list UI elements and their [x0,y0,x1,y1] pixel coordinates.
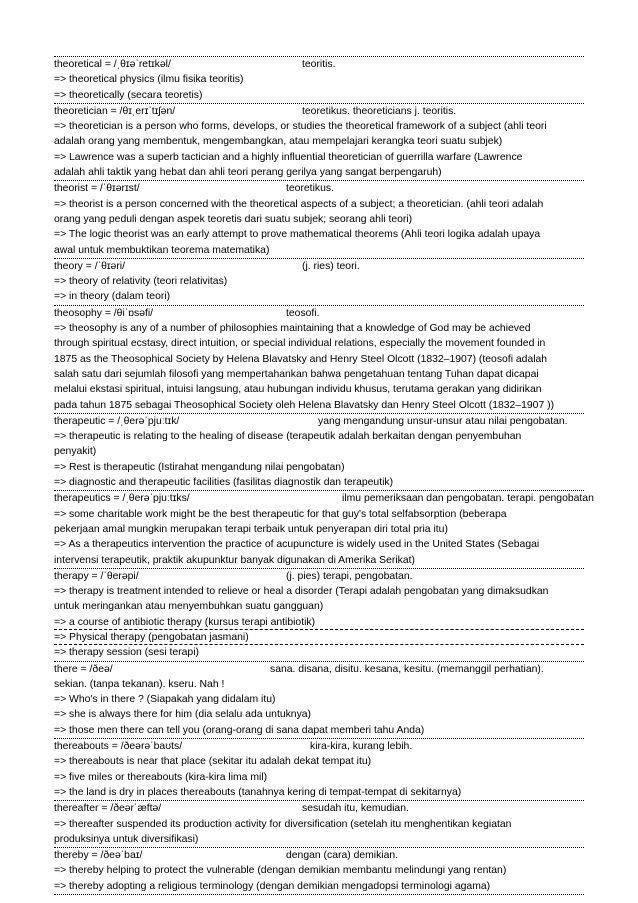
example-line: => diagnostic and therapeutic facilities (fasilitas diagnostik dan terapeutik) [54,477,394,489]
dictionary-entry [54,56,584,103]
entry-translation: (j. pies) terapi, pengobatan. [286,570,413,582]
entry-headword: therapeutic = /ˌθerəˈpjuːtɪk/ [54,415,180,427]
entry-headword-line [54,104,584,119]
entry-headword: there = /ðeə/ [54,663,113,675]
dictionary-entry [54,258,584,305]
entry-translation: kira-kira, kurang lebih. [310,741,413,753]
dictionary-entry [54,568,584,661]
entry-headword: thereabouts = /ðeərəˈbaʊts/ [54,741,183,753]
definition-line: melalui ekstasi spiritual, intuisi langsung, atau hubungan individu khusus, terutama gerakan yang didirikan [54,384,542,396]
entry-headword: theory = /ˈθɪəri/ [54,260,125,272]
entry-translation: teoretikus. theoreticians j. teoritis. [302,105,457,117]
definition-line: salah satu dari sejumlah filosofi yang mempertahankan bahwa pengetahuan tentang Tuhan dapat dicapai [54,368,539,380]
definition-line: adalah orang yang membentuk, mengembangkan, atau mempelajari kerangka teori suatu subjek) [54,136,503,148]
definition-line: adalah ahli taktik yang hebat dan ahli teori perang gerilya yang sangat berpengaruh) [54,167,442,179]
example-line: => therapeutic is relating to the healing of disease (terapeutik adalah berkaitan dengan penyembuhan [54,431,522,443]
example-line: => theorist is a person concerned with the theoretical aspects of a subject; a theoretician. (ahli teori adalah [54,198,544,210]
example-line: => The logic theorist was an early attempt to prove mathematical theorems (Ahli teori logika adalah upaya [54,229,541,241]
entry-translation: yang mengandung unsur-unsur atau nilai pengobatan. [318,415,568,427]
entry-translation: (j. ries) teori. [302,260,360,272]
example-line: => some charitable work might be the best therapeutic for that guy's total selfabsorption (beberapa [54,508,507,520]
example-line: => in theory (dalam teori) [54,291,171,303]
entry-headword: thereafter = /ðeərˈæftə/ [54,803,162,815]
example-line: => Who's in there ? (Siapakah yang didalam itu) [54,694,276,706]
entry-headword-line [54,569,584,584]
definition-line: penyakit) [54,446,97,458]
entry-headword-line [54,181,584,196]
entry-translation: teoretikus. [286,183,334,195]
example-line: => theosophy is any of a number of philosophies maintaining that a knowledge of God may be achieved [54,323,531,335]
dictionary-entry [54,413,584,490]
entry-headword-line [54,57,584,72]
example-line: => theoretically (secara teoretis) [54,89,203,101]
dictionary-entry [54,661,584,738]
dictionary-entry [54,103,584,180]
definition-line: sekian. (tanpa tekanan). kseru. Nah ! [54,678,225,690]
example-line: => theoretical physics (ilmu fisika teoritis) [54,74,244,86]
entry-headword-line [54,306,584,321]
entry-headword: therapeutics = /ˌθerəˈpjuːtɪks/ [54,493,190,505]
dictionary-entry [54,305,584,413]
example-line: => thereby adopting a religious terminology (dengan demikian mengadopsi terminologi agama) [54,880,491,892]
entry-translation: teosofi. [286,307,320,319]
entry-translation: sana. disana, disitu. kesana, kesitu. (memanggil perhatian). [270,663,544,675]
entry-translation: dengan (cara) demikian. [286,850,399,862]
example-line: => five miles or thereabouts (kira-kira lima mil) [54,771,268,783]
dictionary-entry [54,738,584,800]
definition-line: pekerjaan amal mungkin merupakan terapi terbaik untuk penyerapan diri total pria itu) [54,523,448,535]
example-line: => a course of antibiotic therapy (kursus terapi antibiotik) [54,615,584,630]
entry-translation: teoritis. [302,59,336,70]
entry-headword-line [54,259,584,274]
dictionary-entry [54,847,584,895]
entry-headword: theorist = /ˈθɪərɪst/ [54,183,140,195]
example-line: => she is always there for him (dia selalu ada untuknya) [54,709,312,721]
definition-line: orang yang peduli dengan aspek teoretis dari suatu subjek; seorang ahli teori) [54,213,413,225]
entry-headword: thereby = /ðeəˈbaɪ/ [54,850,143,862]
definition-line: pada tahun 1875 sebagai Theosophical Society oleh Helena Blavatsky dan Henry Steel Olcott (1832–1907 )) [54,399,555,411]
example-line: => thereafter suspended its production activity for diversification (setelah itu menghentikan kegiatan [54,818,512,830]
dictionary-entry [54,180,584,257]
entry-headword: therapy = /ˈθerəpi/ [54,570,139,582]
example-line: => Rest is therapeutic (Istirahat mengandung nilai pengobatan) [54,461,345,473]
dictionary-entry [54,800,584,847]
example-line: => therapy is treatment intended to relieve or heal a disorder (Terapi adalah pengobatan yang dimaksudkan [54,586,549,598]
example-line: => theoretician is a person who forms, develops, or studies the theoretical framework of a subject (ahli teori [54,121,547,133]
entry-headword-line [54,414,584,429]
entry-headword-line [54,491,594,506]
example-line: => those men there can tell you (orang-orang di sana dapat memberi tahu Anda) [54,724,425,736]
definition-line: untuk meringankan atau menyembuhkan suatu gangguan) [54,601,324,613]
example-line: => therapy session (sesi terapi) [54,647,199,659]
example-line: => theory of relativity (teori relativitas) [54,276,228,288]
dictionary-document [54,56,594,895]
example-line: => As a therapeutics intervention the practice of acupuncture is widely used in the United States (Sebagai [54,539,540,551]
entry-translation: sesudah itu, kemudian. [302,803,409,815]
entry-headword-line [54,662,584,677]
entry-headword: theoretical = /ˌθɪəˈretɪkəl/ [54,59,171,70]
example-line: => thereabouts is near that place (sekitar itu adalah dekat tempat itu) [54,756,372,768]
entry-headword-line [54,739,584,754]
dictionary-entry [54,490,594,567]
entry-headword-line [54,801,584,816]
definition-line: intervensi terapeutik, praktik akupunktur banyak digunakan di Amerika Serikat) [54,554,415,566]
example-line: => the land is dry in places thereabouts (tanahnya kering di tempat-tempat di sekitarnya) [54,786,462,798]
entry-headword: theoretician = /θɪˌerɪˈtɪʃən/ [54,105,176,117]
example-line: => thereby helping to protect the vulnerable (dengan demikian membantu melindungi yang rentan) [54,865,507,877]
entry-headword: theosophy = /θiˈɒsəfi/ [54,307,154,319]
example-line: => Lawrence was a superb tactician and a highly influential theoretician of guerrilla warfare (Lawrence [54,151,523,163]
definition-line: 1875 as the Theosophical Society by Helena Blavatsky and Henry Steel Olcott (1832–1907) (teosofi adalah [54,353,548,365]
example-line: => Physical therapy (pengobatan jasmani) [54,630,584,645]
definition-line: produksinya untuk diversifikasi) [54,833,199,845]
entry-translation: ilmu pemeriksaan dan pengobatan. terapi. pengobatan [342,493,594,505]
entry-headword-line [54,848,584,863]
definition-line: through spiritual ecstasy, direct intuition, or special individual relations, especially the movement founded in [54,338,546,350]
definition-line: awal untuk membuktikan teorema matematika) [54,244,270,256]
